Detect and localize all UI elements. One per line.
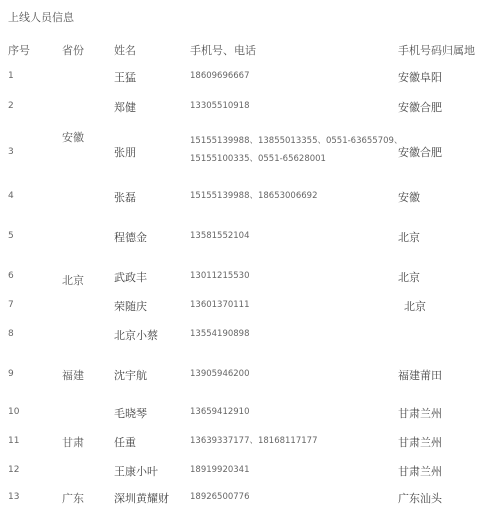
- row-phone: 13905946200: [190, 369, 250, 379]
- row-seq: 7: [8, 300, 14, 310]
- header-province: 省份: [62, 44, 84, 57]
- row-name: 沈宇航: [114, 369, 147, 382]
- header-seq: 序号: [8, 44, 30, 57]
- row-phone: 13601370111: [190, 300, 250, 310]
- row-seq: 2: [8, 101, 14, 111]
- row-seq: 1: [8, 71, 14, 81]
- province-cell: 甘肃: [62, 436, 84, 449]
- row-name: 武政丰: [114, 271, 147, 284]
- row-location: 广东汕头: [398, 492, 442, 505]
- province-cell: 北京: [62, 274, 84, 287]
- row-phone-line2: 15155100335、0551-65628001: [190, 154, 326, 164]
- province-cell: 福建: [62, 369, 84, 382]
- province-cell: 广东: [62, 492, 84, 505]
- row-seq: 6: [8, 271, 14, 281]
- row-seq: 8: [8, 329, 14, 339]
- row-name: 毛晓琴: [114, 407, 147, 420]
- row-phone: 18919920341: [190, 465, 250, 475]
- row-phone: 13554190898: [190, 329, 250, 339]
- row-location: 甘肃兰州: [398, 407, 442, 420]
- row-phone: 18609696667: [190, 71, 250, 81]
- row-seq: 11: [8, 436, 20, 446]
- row-name: 任重: [114, 436, 136, 449]
- row-location: 安徽合肥: [398, 146, 442, 159]
- row-seq: 10: [8, 407, 20, 417]
- row-name: 北京小蔡: [114, 329, 158, 342]
- row-phone: 13639337177、18168117177: [190, 436, 318, 446]
- row-phone: 15155139988、13855013355、0551-63655709、: [190, 136, 403, 146]
- row-seq: 3: [8, 147, 14, 157]
- row-location: 福建莆田: [398, 369, 442, 382]
- row-location: 北京: [398, 231, 420, 244]
- row-location: 北京: [398, 271, 420, 284]
- row-location: 甘肃兰州: [398, 436, 442, 449]
- row-seq: 4: [8, 191, 14, 201]
- row-location: 安徽合肥: [398, 101, 442, 114]
- row-location: 北京: [404, 300, 426, 313]
- province-cell: 安徽: [62, 131, 84, 144]
- row-seq: 9: [8, 369, 14, 379]
- row-phone: 15155139988、18653006692: [190, 191, 318, 201]
- row-seq: 5: [8, 231, 14, 241]
- row-seq: 13: [8, 492, 20, 502]
- row-name: 郑健: [114, 101, 136, 114]
- row-name: 王猛: [114, 71, 136, 84]
- row-location: 安徽阜阳: [398, 71, 442, 84]
- row-name: 程德金: [114, 231, 147, 244]
- row-name: 荣随庆: [114, 300, 147, 313]
- header-name: 姓名: [114, 44, 136, 57]
- row-phone: 13659412910: [190, 407, 250, 417]
- row-location: 安徽: [398, 191, 420, 204]
- row-name: 张朋: [114, 146, 136, 159]
- row-name: 深圳黄耀财: [114, 492, 169, 505]
- row-seq: 12: [8, 465, 20, 475]
- page-title: 上线人员信息: [8, 11, 74, 24]
- header-location: 手机号码归属地: [398, 44, 475, 57]
- row-location: 甘肃兰州: [398, 465, 442, 478]
- row-phone: 18926500776: [190, 492, 250, 502]
- header-phone: 手机号、电话: [190, 44, 256, 57]
- row-phone: 13581552104: [190, 231, 250, 241]
- row-phone: 13305510918: [190, 101, 250, 111]
- row-name: 张磊: [114, 191, 136, 204]
- row-phone: 13011215530: [190, 271, 250, 281]
- row-name: 王康小叶: [114, 465, 158, 478]
